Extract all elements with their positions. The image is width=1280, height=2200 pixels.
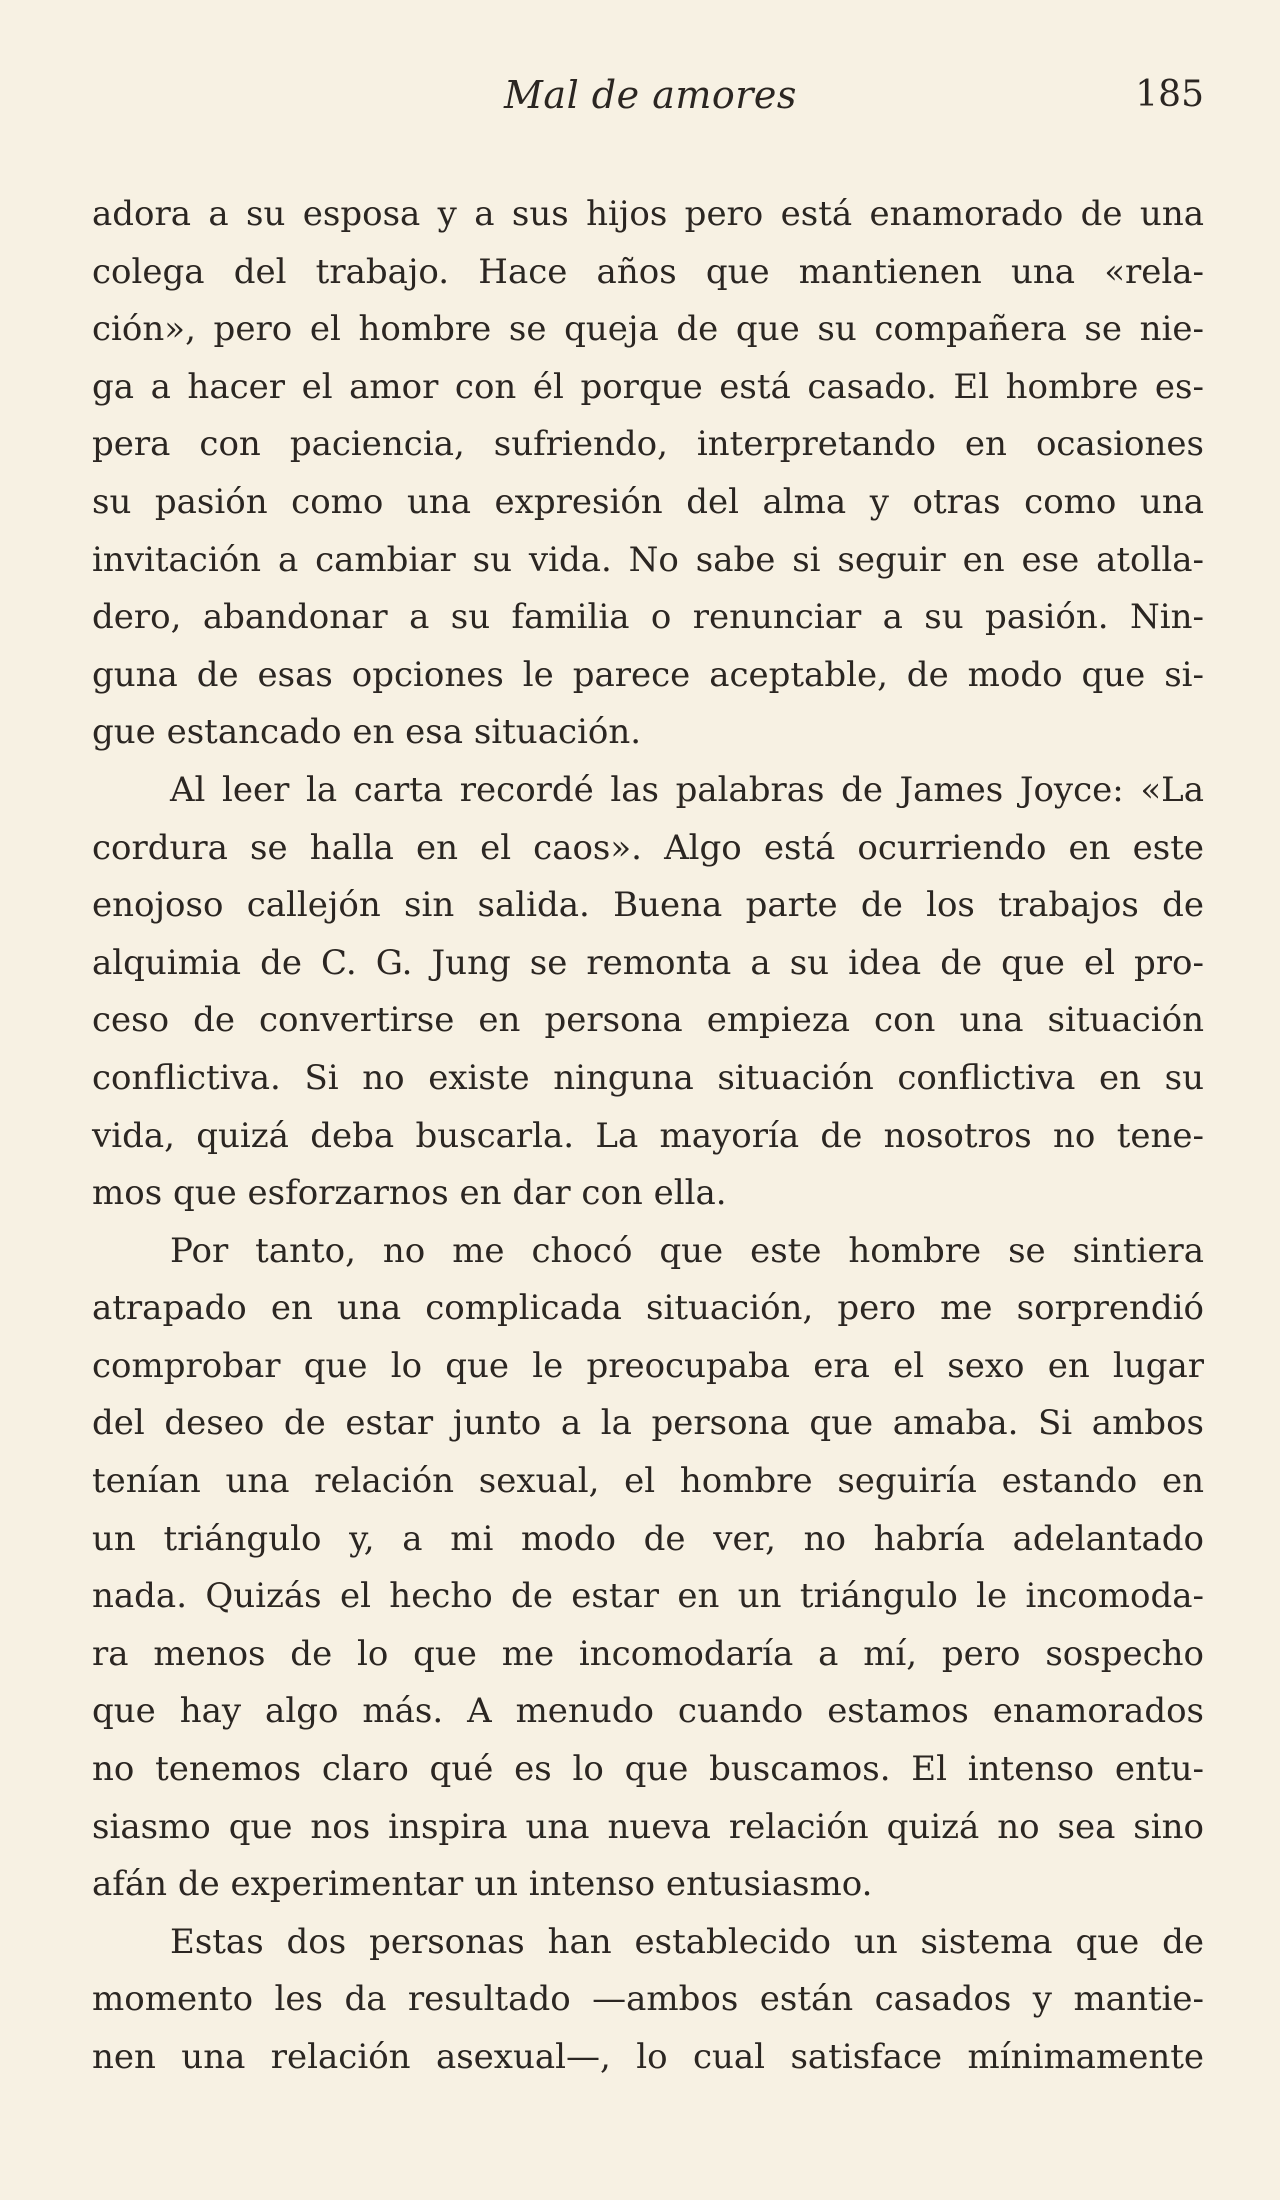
text-line: adora a su esposa y a sus hijos pero está enamorado de una [92, 194, 1204, 234]
text-line: vida, quizá deba buscarla. La mayoría de nosotros no tene- [92, 1115, 1204, 1156]
text-line: enojoso callejón sin salida. Buena parte de los trabajos de [92, 885, 1204, 926]
text-line: guna de esas opciones le parece aceptable, de modo que si- [92, 654, 1204, 695]
text-line: ga a hacer el amor con él porque está casado. El hombre es- [92, 366, 1204, 407]
text-line: no tenemos claro qué es lo que buscamos. El intenso entu- [92, 1749, 1204, 1790]
text-line: mos que esforzarnos en dar con ella. [92, 1173, 727, 1214]
page-number: 185 [1135, 74, 1204, 115]
text-line: Al leer la carta recordé las palabras de James Joyce: «La [170, 769, 1204, 810]
text-line: un triángulo y, a mi modo de ver, no habría adelantado [92, 1518, 1204, 1559]
text-line: del deseo de estar junto a la persona que amaba. Si ambos [92, 1403, 1204, 1444]
text-line: Por tanto, no me chocó que este hombre se sintiera [170, 1230, 1204, 1271]
text-line: pera con paciencia, sufriendo, interpretando en ocasiones [92, 424, 1204, 465]
text-line: ra menos de lo que me incomodaría a mí, pero sospecho [92, 1633, 1204, 1674]
body-text [92, 186, 1204, 2087]
text-line: invitación a cambiar su vida. No sabe si seguir en ese atolla- [92, 539, 1204, 580]
text-line: afán de experimentar un intenso entusiasmo. [92, 1864, 873, 1905]
text-line: conflictiva. Si no existe ninguna situación conflictiva en su [92, 1057, 1204, 1098]
text-line: siasmo que nos inspira una nueva relación quizá no sea sino [92, 1806, 1204, 1847]
text-line: ción», pero el hombre se queja de que su compañera se nie- [92, 309, 1204, 350]
paragraph [92, 186, 1204, 762]
text-line: dero, abandonar a su familia o renunciar a su pasión. Nin- [92, 597, 1204, 638]
text-line: nada. Quizás el hecho de estar en un triángulo le incomoda- [92, 1576, 1204, 1617]
text-line: gue estancado en esa situación. [92, 712, 642, 753]
running-title: Mal de amores [504, 73, 797, 117]
paragraph [92, 762, 1204, 1223]
paragraph [92, 1223, 1204, 1914]
running-head [92, 70, 1204, 120]
text-line: tenían una relación sexual, el hombre seguiría estando en [92, 1461, 1204, 1502]
text-line: atrapado en una complicada situación, pero me sorprendió [92, 1288, 1204, 1329]
text-line: momento les da resultado —ambos están casados y mantie- [92, 1979, 1204, 2020]
text-line: cordura se halla en el caos». Algo está ocurriendo en este [92, 827, 1204, 868]
text-line: Estas dos personas han establecido un sistema que de [170, 1921, 1204, 1962]
text-line: ceso de convertirse en persona empieza con una situación [92, 1000, 1204, 1041]
text-line: nen una relación asexual—, lo cual satisface mínimamente [92, 2037, 1204, 2077]
text-line: comprobar que lo que le preocupaba era el sexo en lugar [92, 1345, 1204, 1386]
text-line: que hay algo más. A menudo cuando estamos enamorados [92, 1691, 1204, 1732]
text-line: su pasión como una expresión del alma y otras como una [92, 481, 1204, 522]
text-line: alquimia de C. G. Jung se remonta a su idea de que el pro- [92, 942, 1204, 983]
paragraph [92, 1914, 1204, 2087]
text-line: colega del trabajo. Hace años que mantienen una «rela- [92, 251, 1204, 292]
